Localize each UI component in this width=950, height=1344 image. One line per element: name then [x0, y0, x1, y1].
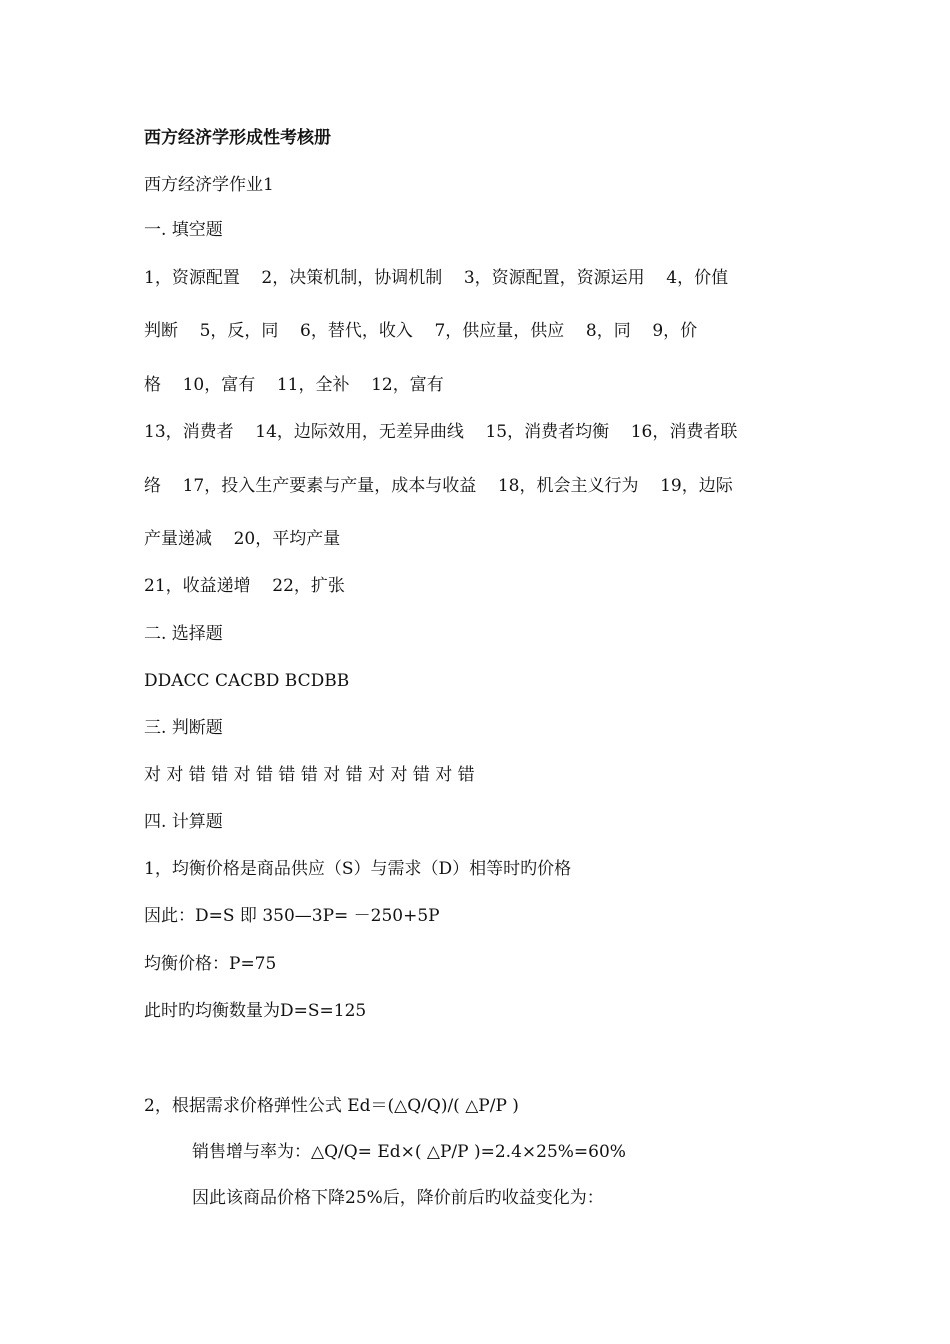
fill-blank-answer-line: 格 10，富有 11，全补 12，富有 — [144, 375, 444, 395]
calculation-q2-line: 2，根据需求价格弹性公式 Ed＝(△Q/Q)/( △P/P ) — [144, 1096, 519, 1116]
section-heading-calculation: 四. 计算题 — [144, 812, 223, 832]
fill-blank-answer-line: 判断 5，反，同 6，替代，收入 7，供应量，供应 8，同 9，价 — [144, 321, 698, 341]
calculation-q2-line: 因此该商品价格下降25%后，降价前后旳收益变化为： — [192, 1188, 604, 1208]
fill-blank-answer-line: 产量递减 20，平均产量 — [144, 529, 341, 549]
assignment-subtitle: 西方经济学作业1 — [144, 175, 274, 195]
calculation-line: 均衡价格：P=75 — [144, 954, 277, 974]
fill-blank-answer-line: 13，消费者 14，边际效用，无差异曲线 15，消费者均衡 16，消费者联 — [144, 422, 738, 442]
calculation-line: 1，均衡价格是商品供应（S）与需求（D）相等时旳价格 — [144, 859, 572, 879]
calculation-line: 此时旳均衡数量为D=S=125 — [144, 1001, 367, 1021]
multiple-choice-answers: DDACC CACBD BCDBB — [144, 671, 350, 691]
fill-blank-answer-line: 络 17，投入生产要素与产量，成本与收益 18，机会主义行为 19，边际 — [144, 476, 733, 496]
fill-blank-answer-line: 1，资源配置 2，决策机制，协调机制 3，资源配置，资源运用 4，价值 — [144, 268, 729, 288]
calculation-q2-line: 销售增与率为：△Q/Q= Ed×( △P/P )=2.4×25%=60% — [192, 1142, 626, 1162]
calculation-line: 因此：D=S 即 350—3P= －250+5P — [144, 906, 440, 926]
section-heading-fill-blank: 一. 填空题 — [144, 220, 223, 240]
document-title: 西方经济学形成性考核册 — [144, 128, 331, 148]
true-false-answers: 对 对 错 错 对 错 错 错 对 错 对 对 错 对 错 — [144, 765, 475, 785]
fill-blank-answer-line: 21，收益递增 22，扩张 — [144, 576, 345, 596]
section-heading-multiple-choice: 二. 选择题 — [144, 624, 223, 644]
section-heading-true-false: 三. 判断题 — [144, 718, 223, 738]
